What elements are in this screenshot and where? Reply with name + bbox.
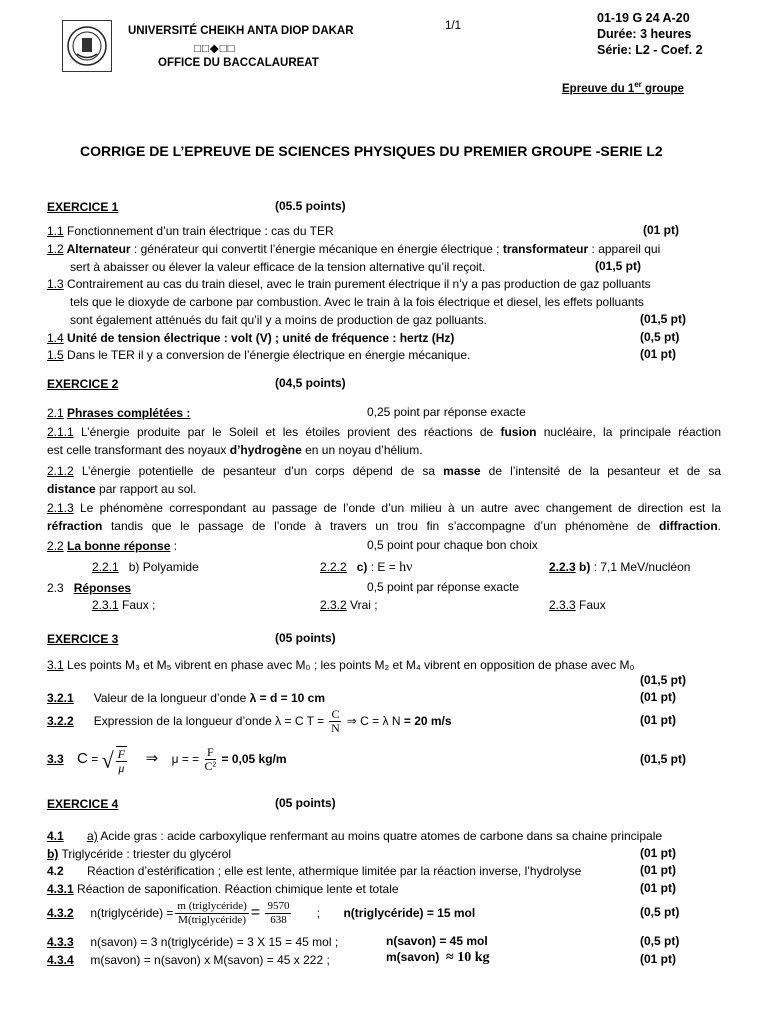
header-divider: □□◆□□ — [194, 43, 236, 55]
q4-3-3: 4.3.3 n(savon) = 3 n(triglycéride) = 3 X 15 = 45 mol ; — [47, 935, 339, 949]
fraction-mass-over-molar: $\frac{\text{m (triglycéride)}}{\text{M(triglycéride)}}$ — [177, 900, 247, 927]
s2-1: 2.1 Phrases complétées : — [47, 406, 191, 420]
q1-3-line3: sont également atténués du fait qu’il y a moins de production de gaz polluants. — [70, 313, 487, 327]
exercise-4-heading: EXERCICE 4 — [47, 797, 119, 811]
a2-3-3: 2.3.3 Faux — [549, 598, 606, 612]
exercise-1-points: (05.5 points) — [275, 199, 346, 213]
q4-2: 4.2 Réaction d’estérification ; elle est lente, athermique limitée par la réaction inverse, l’hydrolyse — [47, 864, 582, 878]
sqrt-f-over-mu: √ $\frac{F}{\mu}$ — [101, 746, 125, 775]
q4-3-4: 4.3.4 m(savon) = n(savon) x M(savon) = 45 x 222 ; — [47, 953, 330, 967]
s2-1-note: 0,25 point par réponse exacte — [367, 405, 526, 419]
exercise-3-points: (05 points) — [275, 631, 336, 645]
exercise-4-points: (05 points) — [275, 796, 336, 810]
q4-3-3-points: (0,5 pt) — [640, 934, 680, 948]
q2-1-2-line2: distance par rapport au sol. — [47, 482, 197, 496]
page-title: CORRIGE DE L’EPREUVE DE SCIENCES PHYSIQUES DU PREMIER GROUPE -SERIE L2 — [80, 143, 663, 159]
exercise-2-points: (04,5 points) — [275, 376, 346, 390]
q2-1-1-line2: est celle transformant des noyaux d’hydrogène en un noyau d’hélium. — [47, 443, 423, 457]
exam-duration: Durée: 3 heures — [597, 27, 692, 41]
q1-5: 1.5 Dans le TER il y a conversion de l’énergie électrique en énergie mécanique. — [47, 348, 471, 362]
a2-2-3: 2.2.3 b) : 7,1 MeV/nucléon — [549, 560, 691, 574]
a2-3-1: 2.3.1 Faux ; — [92, 598, 156, 612]
exercise-2-heading: EXERCICE 2 — [47, 377, 119, 391]
exercise-3-heading: EXERCICE 3 — [47, 632, 119, 646]
q1-3-points: (01,5 pt) — [640, 312, 687, 326]
a2-2-1: 2.2.1 b) Polyamide — [92, 560, 199, 574]
q3-3: 3.3 C = √ $\frac{F}{\mu}$ ⇒ μ = = $\frac{F}{\text{C²}}$ = 0,05 kg/m — [47, 740, 287, 779]
q3-1: 3.1 Les points M₃ et M₅ vibrent en phase avec M₀ ; les points M₂ et M₄ vibrent en opposition de phase avec M₀ — [47, 658, 635, 672]
q3-2-1: 3.2.1 Valeur de la longueur d’onde λ = d = 10 cm — [47, 691, 326, 705]
q4-1: 4.1 a) Acide gras : acide carboxylique renfermant au moins quatre atomes de carbone dans sa chaine principale — [47, 829, 663, 843]
s2-3-note: 0,5 point par réponse exacte — [367, 580, 520, 594]
q3-2-1-points: (01 pt) — [640, 690, 676, 704]
q1-1-points: (01 pt) — [643, 223, 679, 237]
q4-3-1: 4.3.1 Réaction de saponification. Réaction chimique lente et totale — [47, 882, 399, 896]
a2-2-2: 2.2.2 c) : E = hν — [320, 560, 413, 575]
q4-1-b: b) Triglycéride : triester du glycérol — [47, 847, 232, 861]
s2-2: 2.2 La bonne réponse : — [47, 539, 178, 553]
q2-1-3-line2: réfraction tandis que le passage de l’onde à travers un trou fin s’accompagne d’un phénomène de diffraction. — [47, 519, 721, 533]
q3-1-points: (01,5 pt) — [640, 673, 687, 687]
fraction-f-over-c2: $\frac{F}{\text{C²}}$ — [204, 745, 217, 774]
q2-1-3: 2.1.3 Le phénomène correspondant au passage de l’onde d’un milieu à un autre avec changement de direction est la — [47, 501, 721, 515]
q1-5-points: (01 pt) — [640, 347, 676, 361]
q4-3-2: 4.3.2 n(triglycéride) = $\frac{\text{m (triglycéride)}}{\text{M(triglycéride)}}$ = $\frac{9570}{638}$ ; n(triglycéride) = 15 mol — [47, 900, 476, 927]
q4-3-3-result: n(savon) = 45 mol — [386, 934, 488, 948]
page-number: 1/1 — [445, 20, 461, 32]
a2-3-2: 2.3.2 Vrai ; — [320, 598, 378, 612]
fraction-c-over-n: $\frac{C}{N}$ — [331, 707, 340, 736]
fraction-9570-over-638: $\frac{9570}{638}$ — [267, 900, 290, 927]
q1-2: 1.2 Alternateur : générateur qui convertit l’énergie mécanique en énergie électrique ; transformateur : appareil qui — [47, 242, 661, 256]
q4-3-2-points: (0,5 pt) — [640, 905, 680, 919]
q1-4-points: (0,5 pt) — [640, 330, 680, 344]
q3-2-2-points: (01 pt) — [640, 713, 676, 727]
exam-series: Série: L2 - Coef. 2 — [597, 43, 703, 57]
q2-1-2: 2.1.2 L’énergie potentielle de pesanteur d’un corps dépend de sa masse de l’intensité de la pesanteur et de sa — [47, 464, 721, 478]
s2-2-note: 0,5 point pour chaque bon choix — [367, 538, 538, 552]
exam-code: 01-19 G 24 A-20 — [597, 11, 690, 25]
university-logo-icon — [62, 20, 112, 72]
q4-3-4-result: m(savon) ≈ 10 kg — [386, 950, 490, 965]
q4-1-points: (01 pt) — [640, 846, 676, 860]
q4-3-4-points: (01 pt) — [640, 952, 676, 966]
q4-3-1-points: (01 pt) — [640, 881, 676, 895]
q1-1: 1.1 Fonctionnement d’un train électrique : cas du TER — [47, 224, 334, 238]
university-name: UNIVERSITÉ CHEIKH ANTA DIOP DAKAR — [128, 25, 354, 37]
q2-1-1: 2.1.1 L’énergie produite par le Soleil et les étoiles provient des réactions de fusion nucléaire, la principale réaction — [47, 425, 722, 439]
office-name: OFFICE DU BACCALAUREAT — [158, 57, 319, 69]
exam-group: Epreuve du 1er groupe — [562, 80, 684, 95]
q1-2-line2: sert à abaisser ou élever la valeur efficace de la tension alternative qu’il reçoit. — [70, 260, 486, 274]
q1-3: 1.3 Contrairement au cas du train diesel, avec le train purement électrique il n’y a pas production de gaz polluants — [47, 277, 651, 291]
q3-2-2: 3.2.2 Expression de la longueur d’onde λ = C T = $\frac{C}{N}$ ⇒ C = λ N = 20 m/s — [47, 707, 452, 736]
q4-2-points: (01 pt) — [640, 863, 676, 877]
q1-3-line2: tels que le dioxyde de carbone par combustion. Avec le train à la fois électrique et diesel, les effets polluants — [70, 295, 644, 309]
exercise-1-heading: EXERCICE 1 — [47, 200, 119, 214]
s2-3: 2.3 Réponses — [47, 581, 132, 595]
q3-3-points: (01,5 pt) — [640, 752, 687, 766]
q1-2-points: (01,5 pt) — [595, 259, 642, 273]
q1-4: 1.4 Unité de tension électrique : volt (V) ; unité de fréquence : hertz (Hz) — [47, 331, 455, 345]
